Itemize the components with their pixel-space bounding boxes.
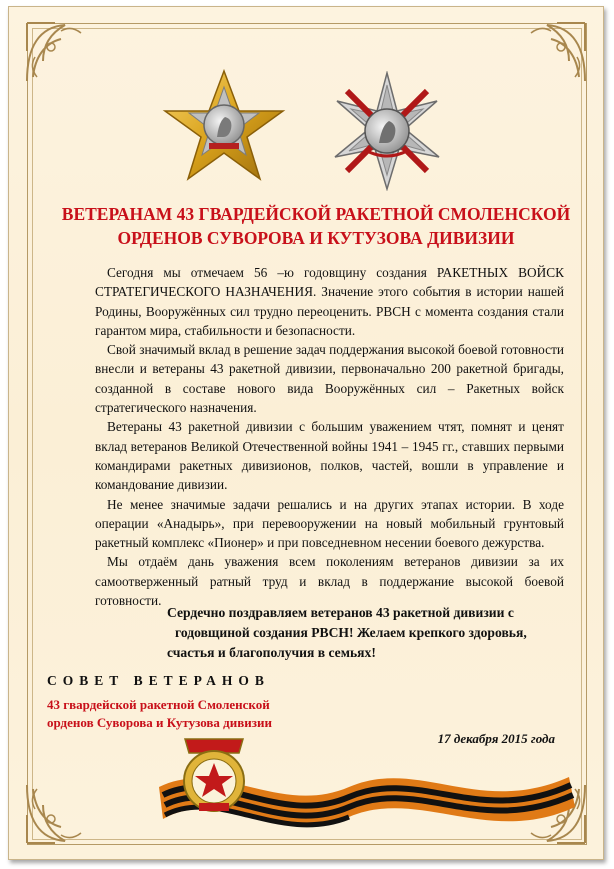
order-of-suvorov-icon (159, 67, 289, 187)
greeting-line-1: Сердечно поздравляем ветеранов 43 ракетной дивизии с (167, 605, 514, 620)
greeting-block (167, 603, 577, 663)
guards-badge-icon (177, 729, 251, 815)
organization-name (47, 696, 317, 732)
order-of-kutuzov-icon (327, 71, 447, 191)
greeting-line-2: годовщиной создания РВСН! Желаем крепкого здоровья, (175, 625, 527, 640)
body-text (95, 263, 564, 610)
title-line-1: ВЕТЕРАНАМ 43 ГВАРДЕЙСКОЙ РАКЕТНОЙ СМОЛЕНСКОЙ (61, 204, 571, 224)
paragraph-3: Ветераны 43 ракетной дивизии с большим уважением чтят, помнят и ценят вклад ветеранов Великой Отечественной войны 1941 – 1945 гг., ставших первыми командирами ракетных дивизионов, полков, частей, вошли в управление и командование дивизии. (95, 419, 564, 493)
organization-line-2: орденов Суворова и Кутузова дивизии (47, 715, 272, 730)
paragraph-2: Свой значимый вклад в решение задач поддержания высокой боевой готовности внесли и ветераны 43 ракетной дивизии, первоначально 200 ракетной бригады, созданной в составе нового вида Вооружённых сил – Ракетных войск стратегического назначения. (95, 342, 564, 416)
certificate-sheet (8, 6, 604, 860)
date-label: 17 декабря 2015 года (437, 731, 555, 746)
corner-ornament-icon (521, 17, 591, 87)
corner-ornament-icon (21, 779, 91, 849)
council-title: СОВЕТ ВЕТЕРАНОВ (47, 673, 270, 688)
corner-ornament-icon (21, 17, 91, 87)
organization-line-1: 43 гвардейской ракетной Смоленской (47, 697, 270, 712)
title-line-2: ОРДЕНОВ СУВОРОВА И КУТУЗОВА ДИВИЗИИ (117, 228, 515, 248)
paragraph-1: Сегодня мы отмечаем 56 –ю годовщину создания РАКЕТНЫХ ВОЙСК СТРАТЕГИЧЕСКОГО НАЗНАЧЕНИЯ. Значение этого события в истории нашей Родины, Вооружённых сил трудно переоценить. РВСН с момента создания стали гарантом мира, стабильности и безопасности. (95, 265, 564, 338)
paragraph-4: Не менее значимые задачи решались и на других этапах истории. В ходе операции «Анадырь», при перевооружении на новый мобильный грунтовый ракетный комплекс «Пионер» и при повседневном несении боевого дежурства. (95, 496, 564, 551)
paragraph-5: Мы отдаём дань уважения всем поколениям ветеранов дивизии за их самоотверженный ратный труд и вклад в поддержание высокой боевой готовности. (95, 554, 564, 609)
greeting-line-3: счастья и благополучия в семьях! (167, 645, 376, 660)
